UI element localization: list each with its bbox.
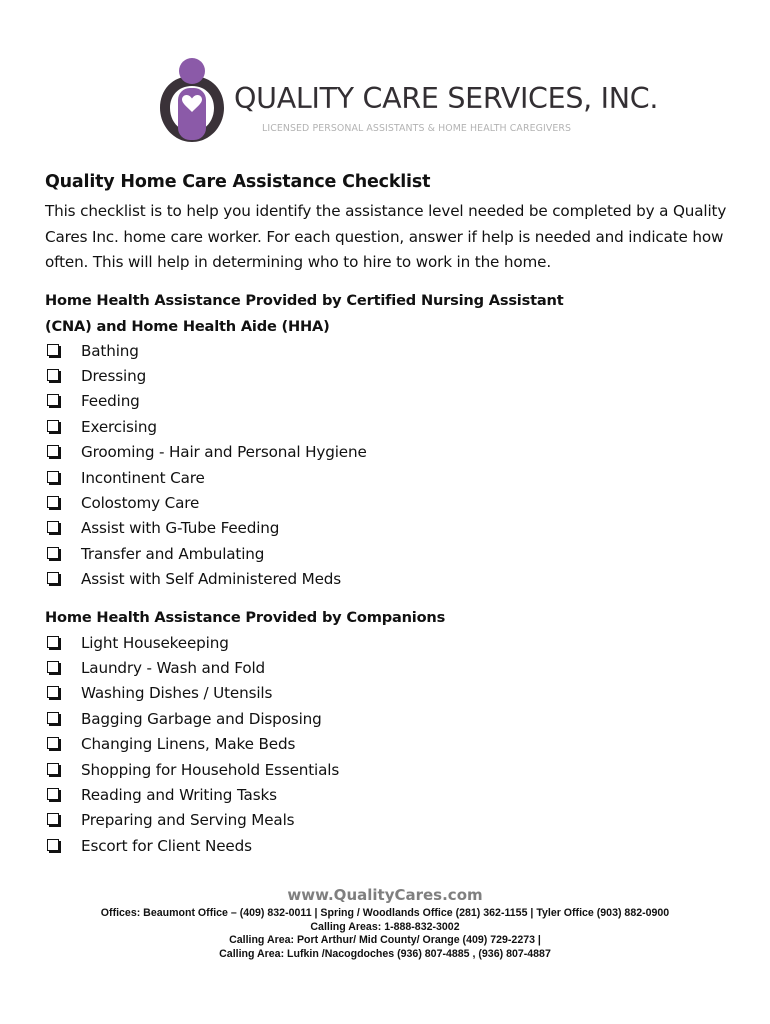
- checklist-item: [45, 706, 339, 731]
- checklist-item-label: Preparing and Serving Meals: [81, 811, 295, 830]
- checkbox[interactable]: [47, 471, 59, 483]
- checkbox[interactable]: [47, 420, 59, 432]
- page-title: Quality Home Care Assistance Checklist: [45, 172, 431, 192]
- checklist-item: [45, 440, 367, 465]
- company-logo: [158, 54, 659, 146]
- checklist-item: [45, 541, 367, 566]
- checkbox[interactable]: [47, 839, 59, 851]
- checklist-item-label: Feeding: [81, 392, 140, 411]
- checklist-item-label: Assist with Self Administered Meds: [81, 570, 342, 589]
- checklist-item: [45, 338, 367, 363]
- checkbox[interactable]: [47, 369, 59, 381]
- checklist-item-label: Light Housekeeping: [81, 633, 229, 652]
- checklist-item-label: Laundry - Wash and Fold: [81, 659, 266, 678]
- checklist-item: [45, 808, 339, 833]
- checkbox[interactable]: [47, 737, 59, 749]
- office-phone-numbers: Offices: Beaumont Office – (409) 832-0011 | Spring / Woodlands Office (281) 362-1155 | Tyler Office (903) 882-0900: [100, 907, 670, 919]
- checklist-item-label: Changing Linens, Make Beds: [81, 735, 296, 754]
- checklist-item: [45, 757, 339, 782]
- checklist-item: [45, 833, 339, 858]
- checkbox[interactable]: [47, 496, 59, 508]
- checklist-item: [45, 732, 339, 757]
- calling-area-lufkin: Calling Area: Lufkin /Nacogdoches (936) 807-4885 , (936) 807-4887: [219, 947, 551, 960]
- checkbox[interactable]: [47, 686, 59, 698]
- checklist-item-label: Assist with G-Tube Feeding: [81, 519, 280, 538]
- calling-area-port-arthur: Calling Area: Port Arthur/ Mid County/ Orange (409) 729-2273 |: [229, 934, 541, 947]
- person-with-heart-icon: [158, 54, 230, 146]
- checkbox[interactable]: [47, 636, 59, 648]
- checkbox[interactable]: [47, 394, 59, 406]
- checkbox[interactable]: [47, 788, 59, 800]
- checkbox[interactable]: [47, 763, 59, 775]
- checklist-item-label: Dressing: [81, 367, 147, 386]
- calling-areas-tollfree: Calling Areas: 1-888-832-3002: [310, 920, 460, 933]
- checklist-item-label: Bathing: [81, 341, 139, 360]
- checkbox[interactable]: [47, 712, 59, 724]
- checklist-item: [45, 363, 367, 388]
- checklist-item: [45, 414, 367, 439]
- checklist-item: [45, 465, 367, 490]
- checklist-item-label: Colostomy Care: [81, 494, 200, 513]
- company-name: QUALITY CARE SERVICES, INC.: [234, 82, 659, 115]
- checklist-item: [45, 630, 339, 655]
- checklist-item: [45, 655, 339, 680]
- checklist-item-label: Bagging Garbage and Disposing: [81, 709, 322, 728]
- checklist-item: [45, 389, 367, 414]
- checklist-item-label: Incontinent Care: [81, 468, 205, 487]
- checkbox[interactable]: [47, 521, 59, 533]
- checklist-item: [45, 681, 339, 706]
- section-title-cna-hha: Home Health Assistance Provided by Certified Nursing Assistant (CNA) and Home Health Aide (HHA): [45, 292, 564, 335]
- checklist-item: [45, 782, 339, 807]
- checklist-item-label: Grooming - Hair and Personal Hygiene: [81, 443, 367, 462]
- checkbox[interactable]: [47, 661, 59, 673]
- checklist-item-label: Transfer and Ambulating: [81, 544, 265, 563]
- contact-info: [0, 907, 770, 961]
- intro-paragraph: This checklist is to help you identify the assistance level needed be completed by a Quality Cares Inc. home care worker. For each question, answer if help is needed and indicate how often. This will help in determining who to hire to work in the home.: [45, 202, 727, 271]
- checklist-item-label: Escort for Client Needs: [81, 836, 252, 855]
- company-tagline: LICENSED PERSONAL ASSISTANTS & HOME HEALTH CAREGIVERS: [262, 123, 572, 134]
- website-url[interactable]: www.QualityCares.com: [287, 886, 483, 904]
- checklist-item-label: Shopping for Household Essentials: [81, 760, 340, 779]
- checklist-item-label: Reading and Writing Tasks: [81, 786, 277, 805]
- section-title-companions: Home Health Assistance Provided by Companions: [45, 609, 446, 626]
- checklist-item-label: Washing Dishes / Utensils: [81, 684, 273, 703]
- checklist-companions: [45, 630, 339, 859]
- checklist-item: [45, 490, 367, 515]
- checkbox[interactable]: [47, 547, 59, 559]
- checklist-cna-hha: [45, 338, 367, 592]
- checklist-item: [45, 567, 367, 592]
- checkbox[interactable]: [47, 572, 59, 584]
- checkbox[interactable]: [47, 445, 59, 457]
- checkbox[interactable]: [47, 344, 59, 356]
- checklist-item: [45, 516, 367, 541]
- checklist-item-label: Exercising: [81, 417, 157, 436]
- checkbox[interactable]: [47, 813, 59, 825]
